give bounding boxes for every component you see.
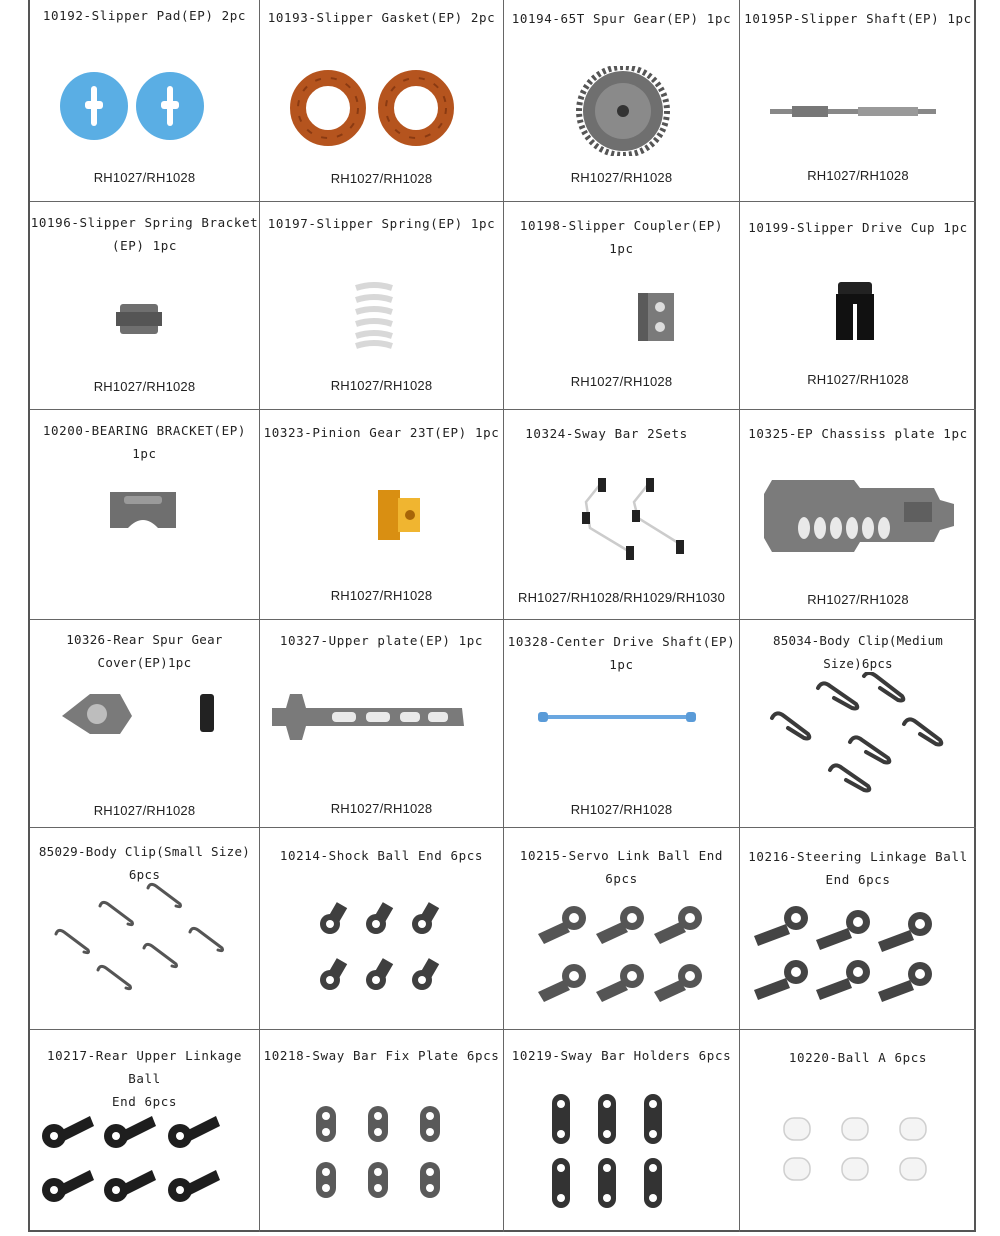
part-code: RH1027/RH1028 xyxy=(93,803,196,818)
spur-gear-icon xyxy=(576,66,670,156)
part-title: 10199-Slipper Drive Cup 1pc xyxy=(748,220,968,235)
part-title: 10327-Upper plate(EP) 1pc xyxy=(279,633,484,648)
part-cell xyxy=(260,828,504,1030)
slipper-shaft-icon xyxy=(768,104,938,120)
part-cell xyxy=(740,202,976,410)
pinion-gear-icon xyxy=(378,490,422,540)
part-title: 10216-Steering Linkage Ball End 6pcs xyxy=(748,849,968,887)
part-cell xyxy=(260,620,504,828)
part-cell xyxy=(504,410,740,620)
part-title: 10195P-Slipper Shaft(EP) 1pc xyxy=(744,11,972,26)
part-cell xyxy=(740,828,976,1030)
part-cell xyxy=(740,0,976,202)
fix-plate-icon xyxy=(316,1106,442,1202)
gear-cover-icon xyxy=(60,690,220,734)
rear-ball-end-icon xyxy=(40,1100,240,1204)
part-title: 10324-Sway Bar 2Sets xyxy=(525,426,688,441)
part-code: RH1027/RH1028 xyxy=(570,374,673,389)
part-title: 10198-Slipper Coupler(EP) 1pc xyxy=(519,218,724,256)
part-code: RH1027/RH1028 xyxy=(807,372,909,387)
part-title: 10328-Center Drive Shaft(EP) 1pc xyxy=(507,634,736,672)
drive-cup-icon xyxy=(836,282,874,340)
part-title: 10218-Sway Bar Fix Plate 6pcs xyxy=(263,1048,500,1063)
chassis-plate-icon xyxy=(764,476,956,556)
part-title: 10217-Rear Upper Linkage Ball End 6pcs xyxy=(46,1048,242,1109)
part-cell xyxy=(504,202,740,410)
part-code: RH1027/RH1028 xyxy=(330,588,433,603)
part-code: RH1027/RH1028 xyxy=(330,801,433,816)
part-cell xyxy=(30,202,260,410)
part-code: RH1027/RH1028 xyxy=(807,168,909,183)
servo-ball-end-icon xyxy=(536,900,712,1004)
part-cell xyxy=(30,0,260,202)
part-title: 10326-Rear Spur Gear Cover(EP)1pc xyxy=(66,632,223,670)
parts-grid xyxy=(28,0,976,1232)
part-cell xyxy=(260,1030,504,1232)
coupler-icon xyxy=(638,293,674,341)
part-code: RH1027/RH1028 xyxy=(570,802,673,817)
ball-icon xyxy=(780,1114,930,1188)
part-code: RH1027/RH1028 xyxy=(807,592,909,607)
slipper-gasket-icon xyxy=(288,68,458,148)
part-cell xyxy=(740,620,976,828)
part-cell xyxy=(260,0,504,202)
part-code: RH1027/RH1028 xyxy=(330,171,433,186)
part-cell xyxy=(740,1030,976,1232)
part-title: 10197-Slipper Spring(EP) 1pc xyxy=(267,216,496,231)
part-title: 10196-Slipper Spring Bracket (EP) 1pc xyxy=(30,215,259,253)
part-title: 10325-EP Chassiss plate 1pc xyxy=(748,426,968,441)
body-clip-medium-icon xyxy=(764,672,970,812)
part-title: 10193-Slipper Gasket(EP) 2pc xyxy=(267,10,496,25)
part-code: RH1027/RH1028 xyxy=(93,170,196,185)
upper-plate-icon xyxy=(272,690,466,744)
part-title: 10219-Sway Bar Holders 6pcs xyxy=(511,1048,732,1063)
part-code: RH1027/RH1028 xyxy=(330,378,433,393)
part-title: 85029-Body Clip(Small Size) 6pcs xyxy=(38,844,251,882)
part-title: 10215-Servo Link Ball End 6pcs xyxy=(519,848,724,886)
part-cell xyxy=(504,0,740,202)
sway-bar-holder-icon xyxy=(552,1094,698,1214)
spring-icon xyxy=(352,282,396,350)
part-title: 10192-Slipper Pad(EP) 2pc xyxy=(42,8,247,23)
part-title: 85034-Body Clip(Medium Size)6pcs xyxy=(773,633,943,671)
part-cell xyxy=(260,202,504,410)
bearing-bracket-icon xyxy=(110,492,176,532)
part-title: 10194-65T Spur Gear(EP) 1pc xyxy=(511,11,732,26)
part-cell xyxy=(30,620,260,828)
sway-bar-icon xyxy=(546,472,696,572)
part-title: 10220-Ball A 6pcs xyxy=(788,1050,928,1065)
part-cell xyxy=(504,620,740,828)
part-title: 10214-Shock Ball End 6pcs xyxy=(279,848,484,863)
part-code: RH1027/RH1028/RH1029/RH1030 xyxy=(517,590,726,605)
drive-shaft-icon xyxy=(538,710,696,724)
part-cell xyxy=(504,828,740,1030)
part-code: RH1027/RH1028 xyxy=(93,379,196,394)
part-cell xyxy=(740,410,976,620)
part-title: 10323-Pinion Gear 23T(EP) 1pc xyxy=(263,425,500,440)
part-code: RH1027/RH1028 xyxy=(570,170,673,185)
part-cell xyxy=(260,410,504,620)
slipper-pad-icon xyxy=(58,70,208,142)
part-title: 10200-BEARING BRACKET(EP) 1pc xyxy=(42,423,247,461)
part-cell xyxy=(30,828,260,1030)
spring-bracket-icon xyxy=(116,302,162,336)
part-cell xyxy=(504,1030,740,1232)
part-cell xyxy=(30,1030,260,1232)
shock-ball-end-icon xyxy=(316,898,448,1000)
part-cell xyxy=(30,410,260,620)
steering-ball-end-icon xyxy=(752,902,952,1002)
body-clip-small-icon xyxy=(52,882,238,1002)
